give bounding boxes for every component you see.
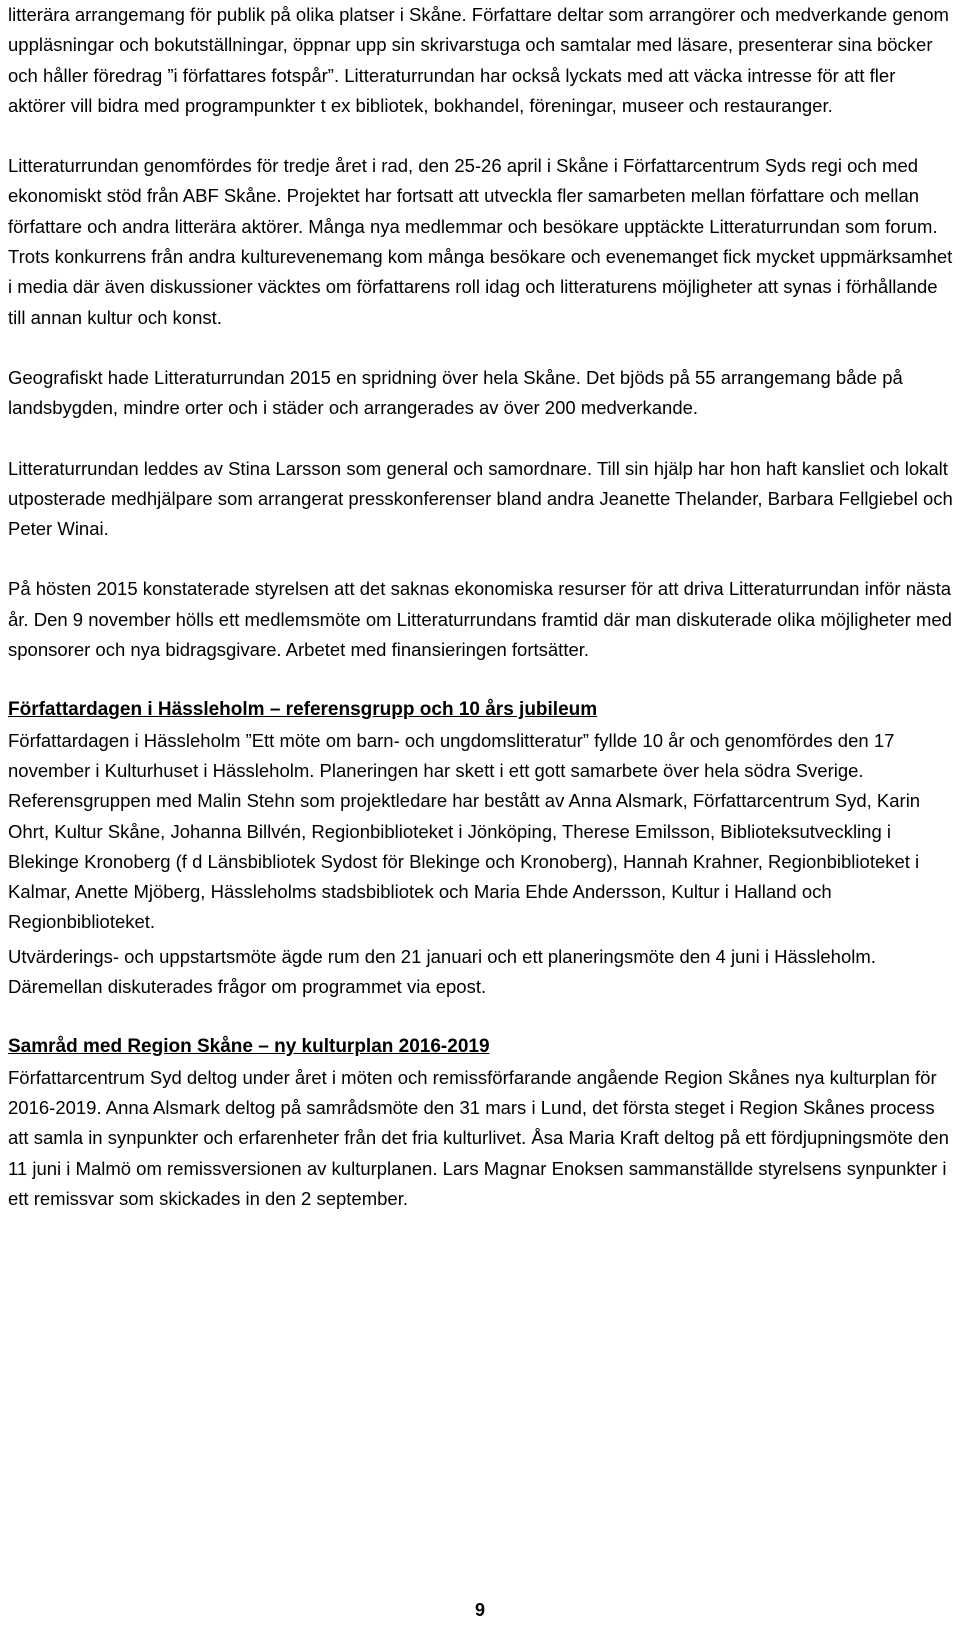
page-content xyxy=(8,0,956,1244)
paragraph-hassleholm-reference-group: Författardagen i Hässleholm ”Ett möte om barn- och ungdomslitteratur” fyllde 10 år och genomfördes den 17 november i Kulturhuset i Hässleholm. Planeringen har skett i ett gott samarbete över hela södra Sverige. Referensgruppen med Malin Stehn som projektledare har bestått av Anna Alsmark, Författarcentrum Syd, Karin Ohrt, Kultur Skåne, Johanna Billvén, Regionbiblioteket i Jönköping, Therese Emilsson, Biblioteksutveckling i Blekinge Kronoberg (f d Länsbibliotek Sydost för Blekinge och Kronoberg), Hannah Krahner, Regionbiblioteket i Kalmar, Anette Mjöberg, Hässleholms stadsbibliotek och Maria Ehde Andersson, Kultur i Halland och Regionbiblioteket. xyxy=(8,729,921,933)
paragraph-autumn-2015: På hösten 2015 konstaterade styrelsen att det saknas ekonomiska resurser för att driva Litteraturrundan inför nästa år. Den 9 november hölls ett medlemsmöte om Litteraturrundans framtid där man diskuterade olika möjligheter med sponsorer och nya bidragsgivare. Arbetet med finansieringen fortsätter. xyxy=(8,578,952,661)
paragraph-region-skane-cultural-plan: Författarcentrum Syd deltog under året i möten och remissförfarande angående Region Skånes nya kulturplan för 2016-2019. Anna Alsmark deltog på samrådsmöte den 31 mars i Lund, det första steget i Region Skånes process att samla in synpunkter och erfarenheter från det fria kulturlivet. Åsa Maria Kraft deltog på ett fördjupningsmöte den 11 juni i Malmö om remissversionen av kulturplanen. Lars Magnar Enoksen sammanställde styrelsens synpunkter i ett remissvar som skickades in den 2 september. xyxy=(8,1066,949,1209)
paragraph-geography: Geografiskt hade Litteraturrundan 2015 en spridning över hela Skåne. Det bjöds på 55 arrangemang både på landsbygden, mindre orter och i städer och arrangerades av över 200 medverkande. xyxy=(8,366,903,419)
section-heading-region-skane: Samråd med Region Skåne – ny kulturplan 2016-2019 xyxy=(8,1036,490,1058)
paragraph-leadership: Litteraturrundan leddes av Stina Larsson som general och samordnare. Till sin hjälp har hon haft kansliet och lokalt utposterade medhjälpare som arrangerat presskonferenser bland andra Jeanette Thelander, Barbara Fellgiebel och Peter Winai. xyxy=(8,457,953,540)
paragraph-litteraturrundan-intro: litterära arrangemang för publik på olika platser i Skåne. Författare deltar som arrangörer och medverkande genom uppläsningar och bokutställningar, öppnar upp sin skrivarstuga och samtalar med läsare, presenterar sina böcker och håller föredrag ”i författares fotspår”. Litteraturrundan har också lyckats med att väcka intresse för att fler aktörer vill bidra med programpunkter t ex bibliotek, bokhandel, föreningar, museer och restauranger. xyxy=(8,4,949,116)
section-heading-hassleholm: Författardagen i Hässleholm – referensgrupp och 10 års jubileum xyxy=(8,699,598,721)
paragraph-litteraturrundan-third-year: Litteraturrundan genomfördes för tredje året i rad, den 25-26 april i Skåne i Författarcentrum Syds regi och med ekonomiskt stöd från ABF Skåne. Projektet har fortsatt att utveckla fler samarbeten mellan författare och mellan författare och andra litterära aktörer. Många nya medlemmar och besökare upptäckte Litteraturrundan som forum. Trots konkurrens från andra kulturevenemang kom många besökare och evenemanget fick mycket uppmärksamhet i media där även diskussioner väcktes om författarens roll idag och litteraturens möjligheter att synas i förhållande till annan kultur och konst. xyxy=(8,155,953,328)
paragraph-hassleholm-meetings: Utvärderings- och uppstartsmöte ägde rum den 21 januari och ett planeringsmöte den 4 juni i Hässleholm. Däremellan diskuterades frågor om programmet via epost. xyxy=(8,945,876,998)
page-number: 9 xyxy=(474,1600,485,1620)
